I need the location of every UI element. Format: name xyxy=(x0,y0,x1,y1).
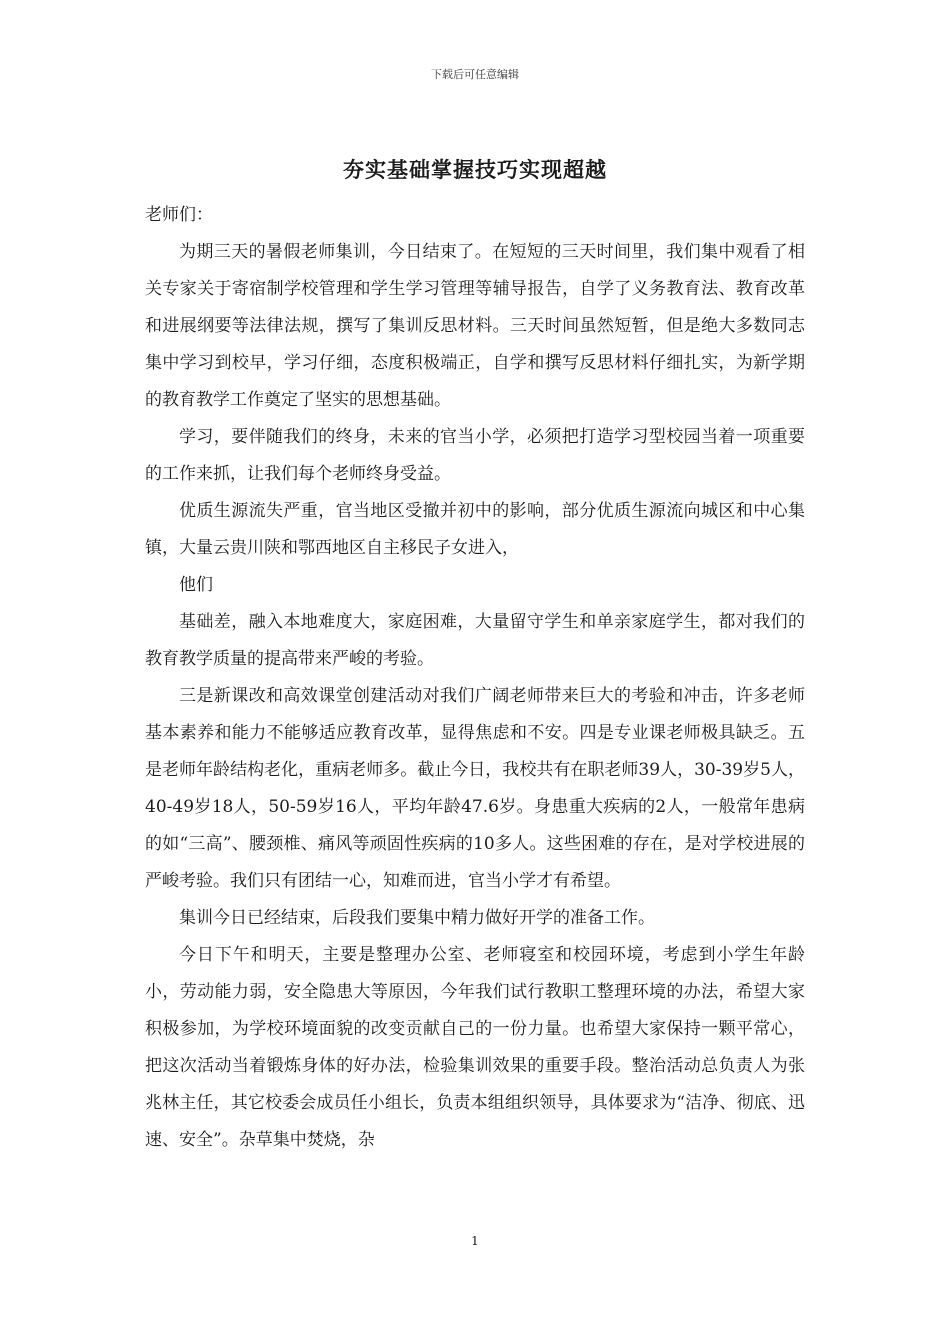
document-body xyxy=(145,197,805,1159)
paragraph: 他们 xyxy=(179,575,213,595)
paragraph: 集训今日已经结束，后段我们要集中精力做好开学的准备工作。 xyxy=(179,908,655,928)
page-number: 1 xyxy=(471,1234,479,1248)
paragraph: 学习，要伴随我们的终身，未来的官当小学，必须把打造学习型校园当着一项重要的工作来抓，让我们每个老师终身受益。 xyxy=(145,427,805,484)
paragraph: 为期三天的暑假老师集训，今日结束了。在短短的三天时间里，我们集中观看了相关专家关于寄宿制学校管理和学生学习管理等辅导报告，自学了义务教育法、教育改革和进展纲要等法律法规，撰写了集训反思材料。三天时间虽然短暂，但是绝大多数同志集中学习到校早，学习仔细，态度积极端正，自学和撰写反思材料仔细扎实，为新学期的教育教学工作奠定了坚实的思想基础。 xyxy=(145,242,805,410)
paragraph: 今日下午和明天，主要是整理办公室、老师寝室和校园环境，考虑到小学生年龄小，劳动能力弱，安全隐患大等原因，今年我们试行教职工整理环境的办法，希望大家积极参加，为学校环境面貌的改变贡献自己的一份力量。也希望大家保持一颗平常心，把这次活动当着锻炼身体的好办法，检验集训效果的重要手段。整治活动总负责人为张兆林主任，其它校委会成员任小组长，负责本组组织领导，具体要求为“洁净、彻底、迅速、安全”。杂草集中焚烧，杂 xyxy=(145,945,805,1150)
paragraph: 基础差，融入本地难度大，家庭困难，大量留守学生和单亲家庭学生，都对我们的教育教学质量的提高带来严峻的考验。 xyxy=(145,612,805,669)
document-title: 夯实基础掌握技巧实现超越 xyxy=(343,157,607,182)
paragraph: 优质生源流失严重，官当地区受撤并初中的影响，部分优质生源流向城区和中心集镇，大量云贵川陕和鄂西地区自主移民子女进入， xyxy=(145,501,805,558)
paragraph: 三是新课改和高效课堂创建活动对我们广阔老师带来巨大的考验和冲击，许多老师基本素养和能力不能够适应教育改革，显得焦虑和不安。四是专业课老师极具缺乏。五是老师年龄结构老化，重病老师多。截止今日，我校共有在职老师39人，30-39岁5人，40-49岁18人，50-59岁16人，平均年龄47.6岁。身患重大疾病的2人，一般常年患病的如“三高”、腰颈椎、痛风等顽固性疾病的10多人。这些困难的存在，是对学校进展的严峻考验。我们只有团结一心，知难而进，官当小学才有希望。 xyxy=(145,686,805,891)
salutation: 老师们： xyxy=(145,205,213,225)
header-note: 下载后可任意编辑 xyxy=(431,68,519,81)
